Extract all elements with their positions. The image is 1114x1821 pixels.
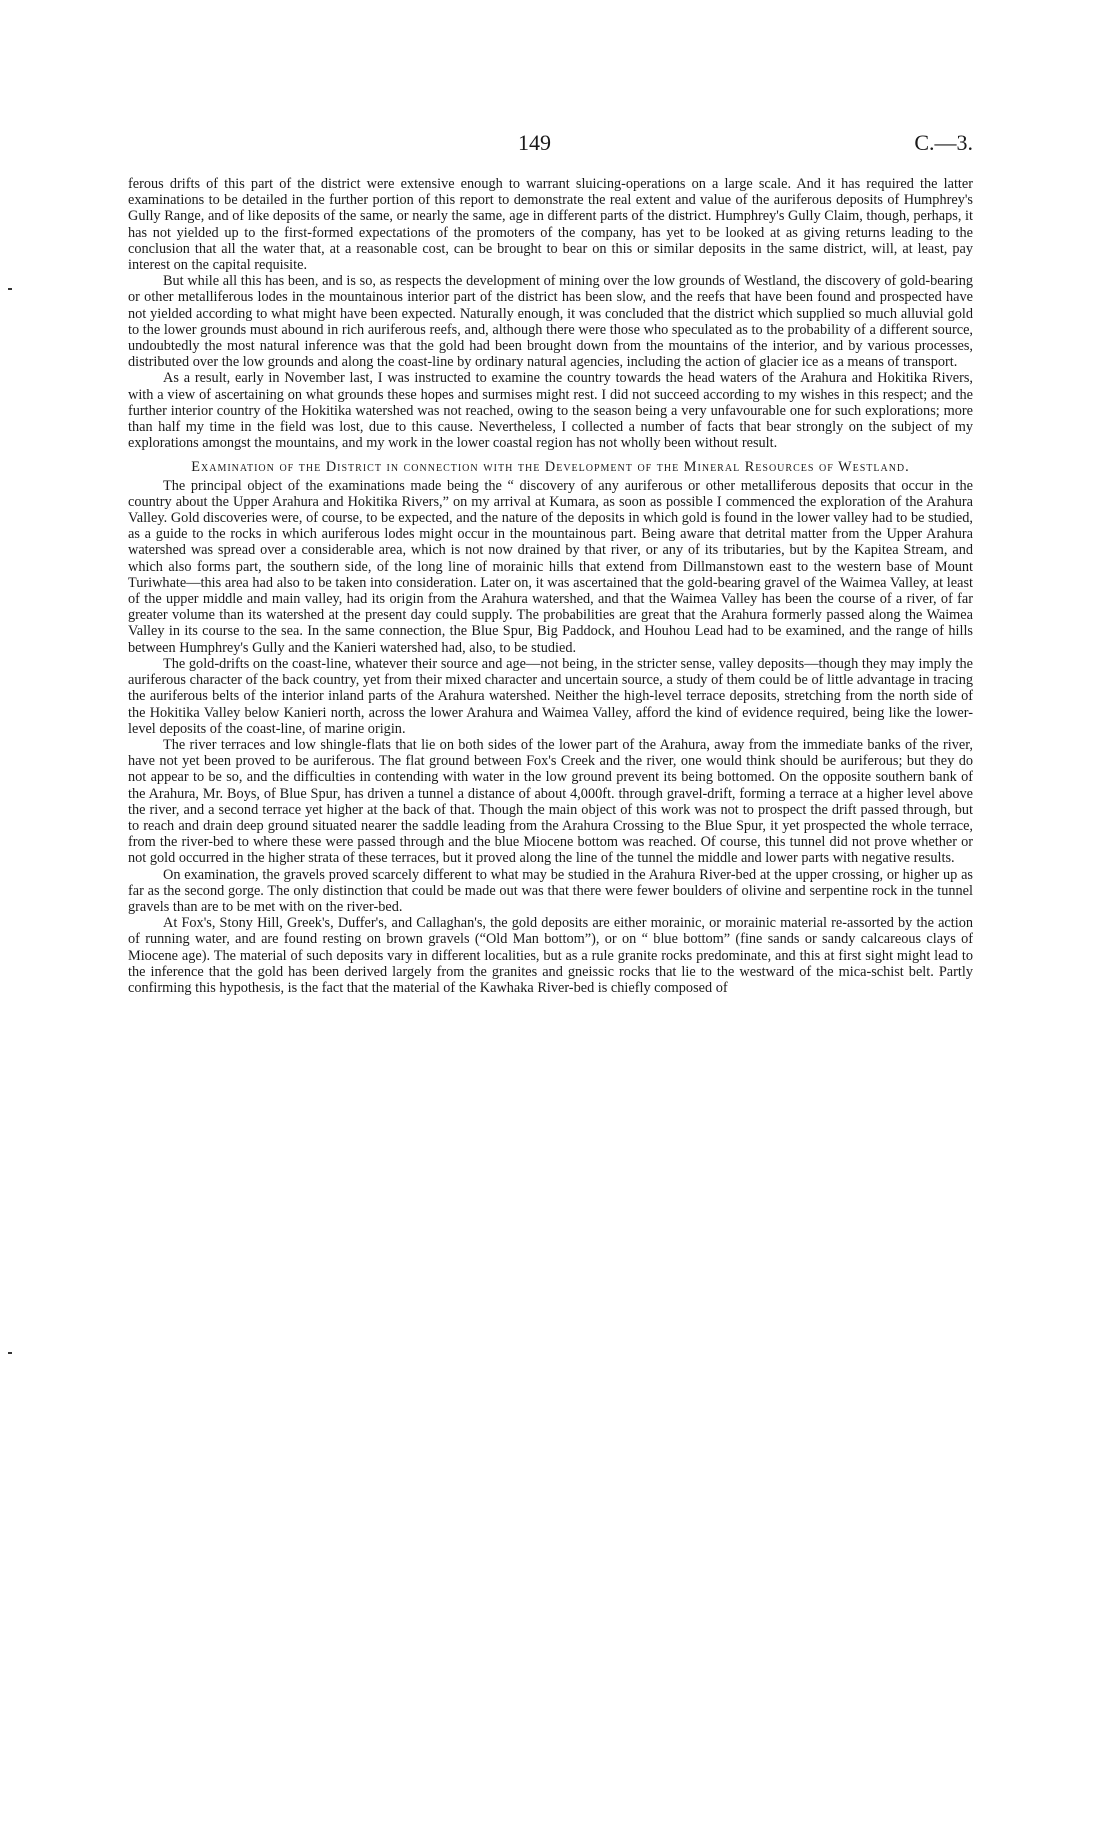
page-number: 149 [518, 130, 551, 155]
section-heading: Examination of the District in connection with the Development of the Mineral Resources of Westland. [191, 459, 910, 476]
paragraph: As a result, early in November last, I was instructed to examine the country towards the head waters of the Arahura and Hokitika Rivers, with a view of ascertaining on what grounds these hopes and surmises might rest. I did not succeed according to my wishes in this respect; and the further interior country of the Hokitika watershed was not reached, owing to the season being a very unfavourable one for such explorations; more than half my time in the field was lost, due to this cause. Nevertheless, I collected a number of facts that bear strongly on the subject of my explorations amongst the mountains, and my work in the lower coastal region has not wholly been without result. [128, 370, 973, 452]
paragraph: At Fox's, Stony Hill, Greek's, Duffer's, and Callaghan's, the gold deposits are either morainic, or morainic material re-assorted by the action of running water, and are found resting on brown gravels (“Old Man bottom”), or on “ blue bottom” (fine sands or sandy calcareous clays of Miocene age). The material of such deposits vary in different localities, but as a rule granite rocks predominate, and this at first sight might lead to the inference that the gold has been derived largely from the granites and gneissic rocks that lie to the westward of the mica-schist belt. Partly confirming this hypothesis, is the fact that the material of the Kawhaka River-bed is chiefly composed of [128, 915, 973, 996]
paragraph: The river terraces and low shingle-flats that lie on both sides of the lower part of the Arahura, away from the immediate banks of the river, have not yet been proved to be auriferous. The flat ground between Fox's Creek and the river, one would think should be auriferous; but they do not appear to be so, and the difficulties in contending with water in the low ground prevent its being bottomed. On the opposite southern bank of the Arahura, Mr. Boys, of Blue Spur, has driven a tunnel a distance of about 4,000ft. through gravel-drift, forming a terrace at a higher level above the river, and a second terrace yet higher at the back of that. Though the main object of this work was not to prospect the drift passed through, but to reach and drain deep ground situated nearer the saddle leading from the Arahura Crossing to the Blue Spur, it yet prospected the whole terrace, from the river-bed to where these were passed through and the blue Miocene bottom was reached. Of course, this tunnel did not prove whether or not gold occurred in the higher strata of these terraces, but it proved along the line of the tunnel the middle and lower parts with negative results. [128, 736, 973, 867]
page-header [128, 130, 973, 164]
margin-mark [8, 1352, 12, 1354]
paragraph: The gold-drifts on the coast-line, whatever their source and age—not being, in the stricter sense, valley deposits—though they may imply the auriferous character of the back country, yet from their mixed character and uncertain source, a study of them could be of little advantage in tracing the auriferous belts of the interior inland parts of the Arahura watershed. Neither the high-level terrace deposits, stretching from the north side of the Hokitika Valley below Kanieri north, across the lower Arahura and Waimea Valley, afford the kind of evidence required, being like the lower-level deposits of the coast-line, of marine origin. [128, 655, 973, 737]
document-reference: C.—3. [914, 130, 973, 155]
paragraph: On examination, the gravels proved scarcely different to what may be studied in the Arahura River-bed at the upper crossing, or higher up as far as the second gorge. The only distinction that could be made out was that there were fewer boulders of olivine and serpentine rock in the tunnel gravels than are to be met with on the river-bed. [128, 866, 973, 915]
margin-mark [8, 288, 12, 290]
paragraph: ferous drifts of this part of the district were extensive enough to warrant sluicing-operations on a large scale. And it has required the latter examinations to be detailed in the further portion of this report to demonstrate the real extent and value of the auriferous deposits of Humphrey's Gully Range, and of like deposits of the same, or nearly the same, age in different parts of the district. Humphrey's Gully Claim, though, perhaps, it has not yielded up to the first-formed expectations of the promoters of the company, has yet to be looked at as giving returns leading to the conclusion that all the water that, at a reasonable cost, can be brought to bear on this or similar deposits in the same district, will, at least, pay interest on the capital requisite. [128, 176, 973, 274]
body-text [128, 176, 973, 996]
paragraph: But while all this has been, and is so, as respects the development of mining over the low grounds of Westland, the discovery of gold-bearing or other metalliferous lodes in the mountainous interior part of the district has been slow, and the reefs that have been found and prospected have not yielded according to what might have been expected. Naturally enough, it was concluded that the district which supplied so much alluvial gold to the lower grounds must abound in rich auriferous reefs, and, although there were those who speculated as to the probability of a different source, undoubtedly the most natural inference was that the gold had been brought down from the mountains of the interior, and by various processes, distributed over the low grounds and along the coast-line by ordinary natural agencies, including the action of glacier ice as a means of transport. [128, 273, 973, 371]
paragraph: The principal object of the examinations made being the “ discovery of any auriferous or other metalliferous deposits that occur in the country about the Upper Arahura and Hokitika Rivers,” on my arrival at Kumara, as soon as possible I commenced the exploration of the Arahura Valley. Gold discoveries were, of course, to be expected, and the nature of the deposits in which gold is found in the lower valley had to be studied, as a guide to the rocks in which auriferous lodes might occur in the mountainous part. Being aware that detrital matter from the Upper Arahura watershed was spread over a considerable area, which is not now drained by that river, or any of its tributaries, but by the Kapitea Stream, and which also forms part, the southern side, of the long line of morainic hills that extend from Dillmanstown east to the western base of Mount Turiwhate—this area had also to be taken into consideration. Later on, it was ascertained that the gold-bearing gravel of the Waimea Valley, at least of the upper middle and main valley, had its origin from the Arahura watershed, and that the Waimea Valley has been the course of a river, of far greater volume than its watershed at the present day could supply. The probabilities are great that the Arahura formerly passed along the Waimea Valley in its course to the sea. In the same connection, the Blue Spur, Big Paddock, and Houhou Lead had to be examined, and the range of hills between Humphrey's Gully and the Kanieri watershed had, also, to be studied. [128, 477, 973, 656]
